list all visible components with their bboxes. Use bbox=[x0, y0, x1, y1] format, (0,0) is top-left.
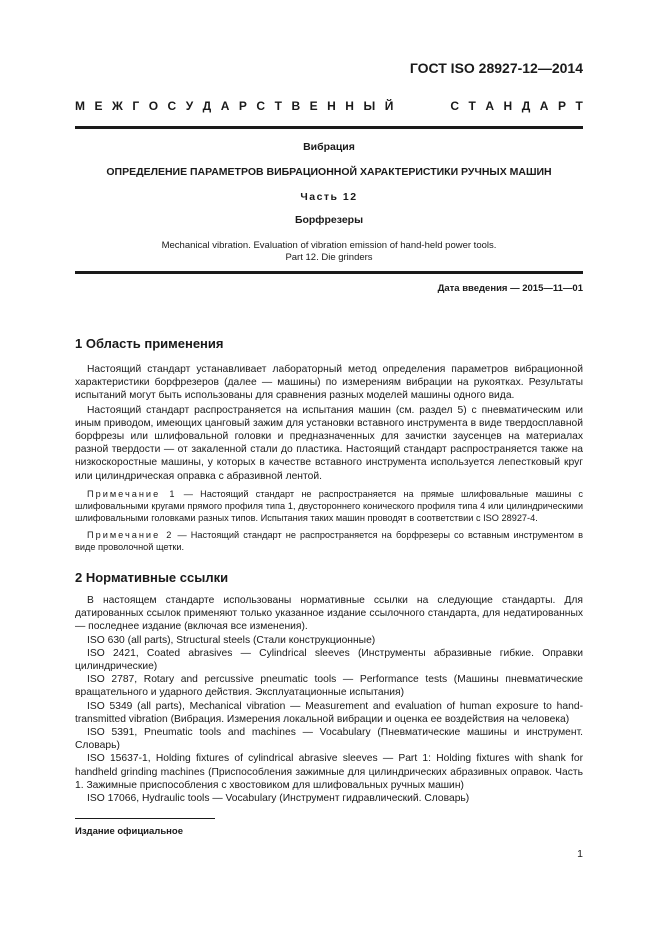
reference-item: ISO 630 (all parts), Structural steels (Стали конструкционные) bbox=[87, 634, 376, 646]
note-1 bbox=[75, 488, 583, 524]
banner-letter: Е bbox=[94, 99, 103, 113]
banner-letter: Д bbox=[521, 99, 531, 113]
title-subject: Вибрация bbox=[303, 141, 355, 153]
section1-heading: 1 Область применения bbox=[75, 336, 224, 351]
banner-letter: А bbox=[539, 99, 549, 113]
section2-body bbox=[75, 594, 583, 805]
section1-paragraph bbox=[75, 363, 583, 403]
banner-letter: У bbox=[185, 99, 194, 113]
banner-letter: Н bbox=[503, 99, 513, 113]
banner-letter: В bbox=[291, 99, 301, 113]
reference-item: ISO 2421, Coated abrasives — Cylindrical sleeves (Инструменты абразивные гибкие. Оправки цилиндрические) bbox=[75, 647, 583, 673]
references-list bbox=[75, 634, 583, 806]
section1-p1: Настоящий стандарт устанавливает лабораторный метод определения параметров вибрационной характеристики борфрезеров (далее — машины) по измерениям вибрации на рукоятках. Результаты испытаний могут быть использованы для сравнения разных моделей машины одного вида. bbox=[75, 364, 583, 402]
reference-item: ISO 5349 (all parts), Mechanical vibration — Measurement and evaluation of human exposure to hand-transmitted vibration (Вибрация. Измерения локальной вибрации и оценка ее воздействия на человека) bbox=[75, 700, 583, 725]
section1-p2: Настоящий стандарт распространяется на испытания машин (см. раздел 5) с пневматическим или иным приводом, имеющих цанговый зажим для установки вставного инструмента в виде твердосплавной борфрезы или шлифовальной головки и предназначенных для зачистки заусенцев на материалах разной твердости — от закаленной стали до пластика. Настоящий стандарт распространяется также на низкоскоростные машины, у которых в качестве вставного инструмента используется лепестковый круг или цилиндрическая оправка с абразивной лентой. bbox=[75, 404, 583, 482]
banner-letter: Г bbox=[132, 99, 140, 113]
intro-date: Дата введения — 2015—11—01 bbox=[437, 283, 583, 294]
banner-letter: А bbox=[220, 99, 230, 113]
banner-letter: Р bbox=[238, 99, 247, 113]
title-english bbox=[75, 240, 583, 264]
title-english-line1: Mechanical vibration. Evaluation of vibration emission of hand-held power tools. bbox=[161, 240, 497, 251]
note-2-text: — Настоящий стандарт не распространяется на борфрезеры со вставным инструментом в виде проволочной щетки. bbox=[75, 529, 583, 552]
banner-letter: Й bbox=[384, 99, 394, 113]
document-code: ГОСТ ISO 28927-12—2014 bbox=[409, 60, 583, 76]
page-number: 1 bbox=[577, 848, 583, 860]
edition-label: Издание официальное bbox=[75, 826, 183, 837]
title-part: Часть 12 bbox=[300, 191, 358, 203]
banner-letter: Н bbox=[345, 99, 354, 113]
section1-paragraph bbox=[75, 404, 583, 483]
banner-letter: С bbox=[256, 99, 266, 113]
title-english-line2: Part 12. Die grinders bbox=[285, 252, 373, 263]
banner-letter: Т bbox=[274, 99, 282, 113]
section1-body bbox=[75, 363, 583, 553]
banner-letter: С bbox=[167, 99, 177, 113]
title-part-name: Борфрезеры bbox=[294, 214, 364, 226]
title-main: ОПРЕДЕЛЕНИЕ ПАРАМЕТРОВ ВИБРАЦИОННОЙ ХАРАКТЕРИСТИКИ РУЧНЫХ МАШИН bbox=[106, 166, 552, 178]
banner-letter: Р bbox=[557, 99, 566, 113]
title-rule bbox=[75, 271, 583, 274]
note-1-label: Примечание 1 bbox=[87, 488, 177, 499]
banner-letter: Т bbox=[468, 99, 476, 113]
banner-gap bbox=[403, 99, 441, 113]
banner-letter: А bbox=[485, 99, 495, 113]
banner-letter: Ы bbox=[363, 99, 376, 113]
banner-letter: С bbox=[450, 99, 460, 113]
section2-heading: 2 Нормативные ссылки bbox=[75, 570, 229, 585]
note-2 bbox=[75, 529, 583, 553]
section2-p1: В настоящем стандарте использованы нормативные ссылки на следующие стандарты. Для датированных ссылок применяют только указанное издание ссылочного стандарта, для недатированных — последнее издание (включая все изменения). bbox=[75, 595, 583, 633]
banner-letter: О bbox=[148, 99, 159, 113]
banner-letter: Ж bbox=[112, 99, 123, 113]
banner-letter: Т bbox=[575, 99, 583, 113]
banner-letter: М bbox=[75, 99, 85, 113]
reference-item: ISO 2787, Rotary and percussive pneumatic tools — Performance tests (Машины пневматические вращательного и ударного действия. Эксплуатационные испытания) bbox=[75, 674, 583, 699]
banner-letter: Д bbox=[202, 99, 212, 113]
reference-item: ISO 5391, Pneumatic tools and machines — Vocabulary (Пневматические машины и инструмент. Словарь) bbox=[75, 727, 583, 752]
reference-item: ISO 15637-1, Holding fixtures of cylindrical abrasive sleeves — Part 1: Holding fixtures with shank for handheld grinding machines (Приспособления зажимные для цилиндрических абразивных оправок. Часть 1. Зажимные приспособления с хвостовиком для шлифовальных ручных машин) bbox=[75, 753, 583, 791]
standard-banner bbox=[75, 99, 583, 113]
banner-letter: Е bbox=[309, 99, 318, 113]
header-rule bbox=[75, 126, 583, 129]
reference-item: ISO 17066, Hydraulic tools — Vocabulary (Инструмент гидравлический. Словарь) bbox=[87, 793, 470, 805]
banner-letter: Н bbox=[327, 99, 336, 113]
footer-rule bbox=[75, 818, 215, 819]
note-2-label: Примечание 2 bbox=[87, 529, 174, 540]
note-1-text: — Настоящий стандарт не распространяется на прямые шлифовальные машины с шлифовальными кругами прямого профиля типа 1, двустороннего конического профиля типа 4 или цилиндрическими шлифовальными головками разных типов. Испытания таких машин проводят в соответствии с ISO 28927-4. bbox=[75, 488, 583, 523]
